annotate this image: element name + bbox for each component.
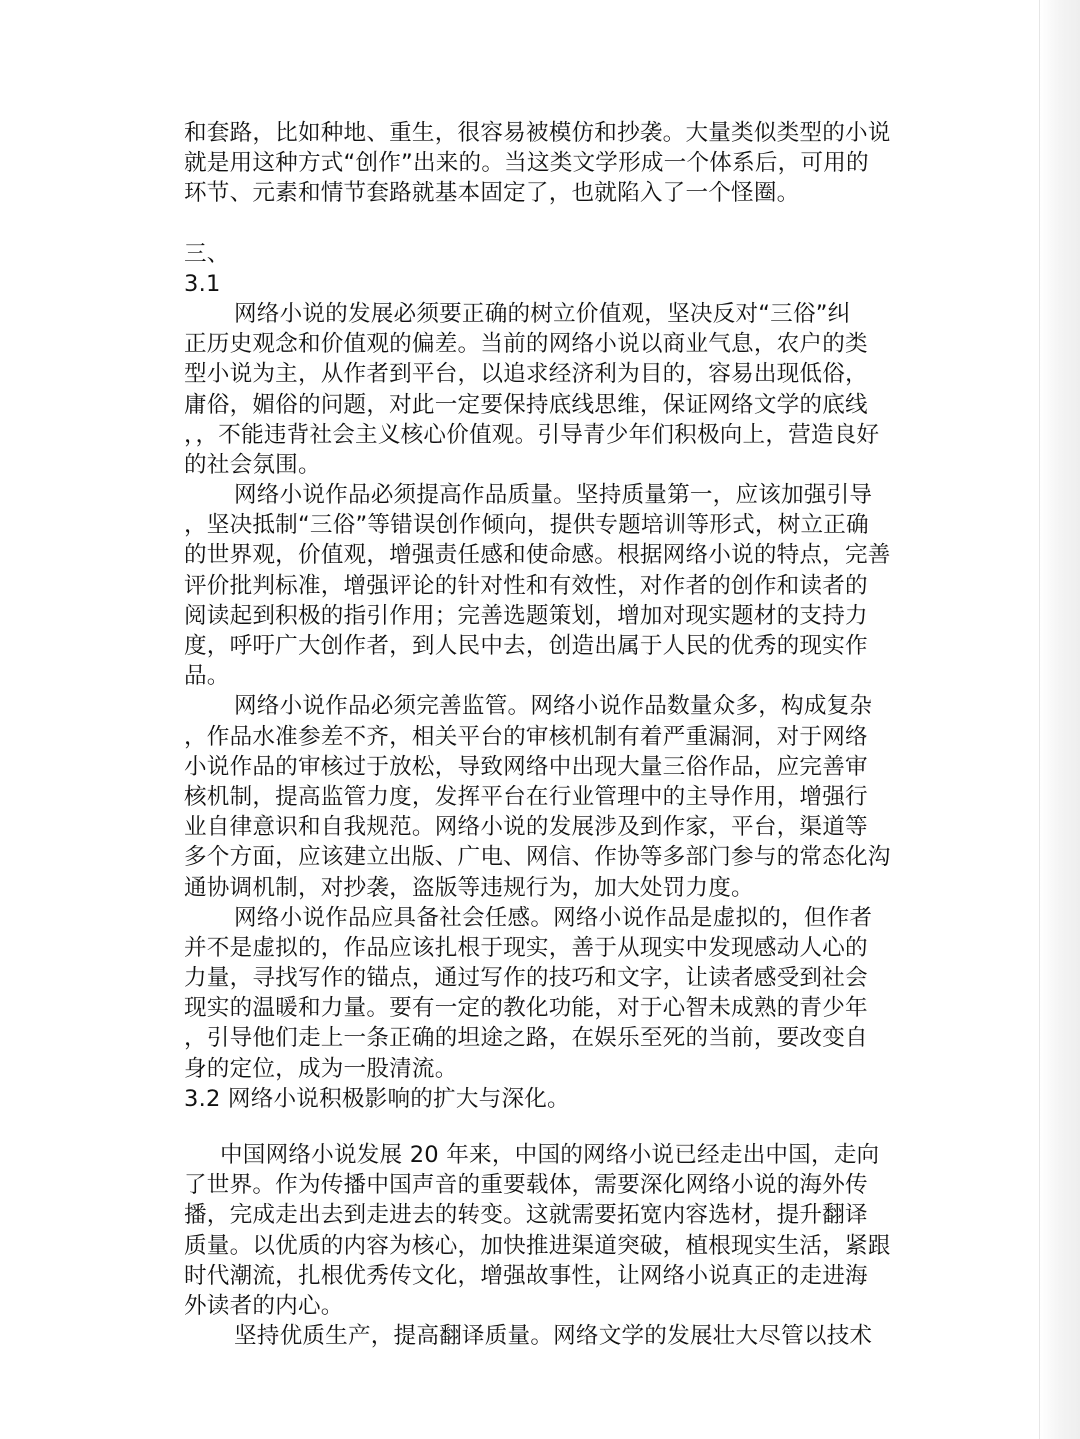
text-line: 通协调机制，对抄袭，盗版等违规行为，加大处罚力度。 bbox=[184, 874, 754, 901]
subsection-heading-3-1: 3.1 bbox=[184, 270, 221, 297]
paragraph-first-line: 网络小说的发展必须要正确的树立价值观，坚决反对“三俗”纠 bbox=[234, 300, 851, 327]
text-line: 正历史观念和价值观的偏差。当前的网络小说以商业气息，农户的类 bbox=[184, 331, 868, 358]
text-line: 质量。以优质的内容为核心，加快推进渠道突破，植根现实生活，紧跟 bbox=[184, 1232, 891, 1259]
paragraph-first-line: 网络小说作品必须提高作品质量。坚持质量第一，应该加强引导 bbox=[234, 482, 873, 509]
blank-line bbox=[184, 1114, 900, 1140]
text-line: 外读者的内心。 bbox=[184, 1292, 344, 1319]
text-line: 并不是虚拟的，作品应该扎根于现实，善于从现实中发现感动人心的 bbox=[184, 934, 868, 961]
text-line: 的世界观，价值观，增强责任感和使命感。根据网络小说的特点，完善 bbox=[184, 542, 891, 569]
paragraph-first-line: 网络小说作品应具备社会任感。网络小说作品是虚拟的，但作者 bbox=[234, 904, 873, 931]
text-line: 时代潮流，扎根优秀传文化，增强故事性，让网络小说真正的走进海 bbox=[184, 1262, 868, 1289]
blank-line bbox=[184, 209, 900, 239]
text-line: 小说作品的审核过于放松，导致网络中出现大量三俗作品，应完善审 bbox=[184, 753, 868, 780]
text-line: 和套路，比如种地、重生，很容易被模仿和抄袭。大量类似类型的小说 bbox=[184, 120, 891, 146]
text-line: ，作品水准参差不齐，相关平台的审核机制有着严重漏洞，对于网络 bbox=[184, 723, 868, 750]
text-line: 业自律意识和自我规范。网络小说的发展涉及到作家，平台，渠道等 bbox=[184, 814, 868, 841]
paragraph-first-line: 网络小说作品必须完善监管。网络小说作品数量众多，构成复杂 bbox=[234, 693, 873, 720]
text-line: 庸俗，媚俗的问题，对此一定要保持底线思维，保证网络文学的底线 bbox=[184, 391, 868, 418]
text-line: ，引导他们走上一条正确的坦途之路，在娱乐至死的当前，要改变自 bbox=[184, 1025, 868, 1052]
page-edge-shadow bbox=[1039, 0, 1080, 1439]
text-line: 播，完成走出去到走进去的转变。这就需要拓宽内容选材，提升翻译 bbox=[184, 1202, 868, 1229]
section-heading: 三、 bbox=[184, 240, 230, 267]
document-body bbox=[184, 118, 900, 1351]
text-line: 多个方面，应该建立出版、广电、网信、作协等多部门参与的常态化沟 bbox=[184, 844, 891, 871]
text-line: 品。 bbox=[184, 663, 230, 690]
text-line: 阅读起到积极的指引作用；完善选题策划，增加对现实题材的支持力 bbox=[184, 602, 868, 629]
text-line: 的社会氛围。 bbox=[184, 451, 321, 478]
text-line: 力量，寻找写作的锚点，通过写作的技巧和文字，让读者感受到社会 bbox=[184, 965, 868, 992]
text-line: 现实的温暖和力量。要有一定的教化功能，对于心智未成熟的青少年 bbox=[184, 995, 868, 1022]
text-line: 了世界。作为传播中国声音的重要载体，需要深化网络小说的海外传 bbox=[184, 1172, 868, 1199]
text-line: 核机制，提高监管力度，发挥平台在行业管理中的主导作用，增强行 bbox=[184, 783, 868, 810]
text-line: ，，不能违背社会主义核心价值观。引导青少年们积极向上，营造良好 bbox=[184, 421, 880, 448]
text-line: 评价批判标准，增强评论的针对性和有效性，对作者的创作和读者的 bbox=[184, 572, 868, 599]
text-line: ，坚决抵制“三俗”等错误创作倾向，提供专题培训等形式，树立正确 bbox=[184, 512, 869, 539]
text-line: 身的定位，成为一股清流。 bbox=[184, 1055, 458, 1082]
subsection-heading-3-2: 3.2 网络小说积极影响的扩大与深化。 bbox=[184, 1085, 570, 1112]
text-line: 就是用这种方式“创作”出来的。当这类文学形成一个体系后，可用的 bbox=[184, 150, 869, 177]
text-line: 度，呼吁广大创作者，到人民中去，创造出属于人民的优秀的现实作 bbox=[184, 633, 868, 659]
paragraph-first-line: 中国网络小说发展 20 年来，中国的网络小说已经走出中国，走向 bbox=[220, 1142, 880, 1168]
text-line: 环节、元素和情节套路就基本固定了，也就陷入了一个怪圈。 bbox=[184, 180, 800, 207]
paragraph-first-line: 坚持优质生产，提高翻译质量。网络文学的发展壮大尽管以技术 bbox=[234, 1323, 873, 1350]
text-line: 型小说为主，从作者到平台，以追求经济利为目的，容易出现低俗， bbox=[184, 361, 868, 388]
